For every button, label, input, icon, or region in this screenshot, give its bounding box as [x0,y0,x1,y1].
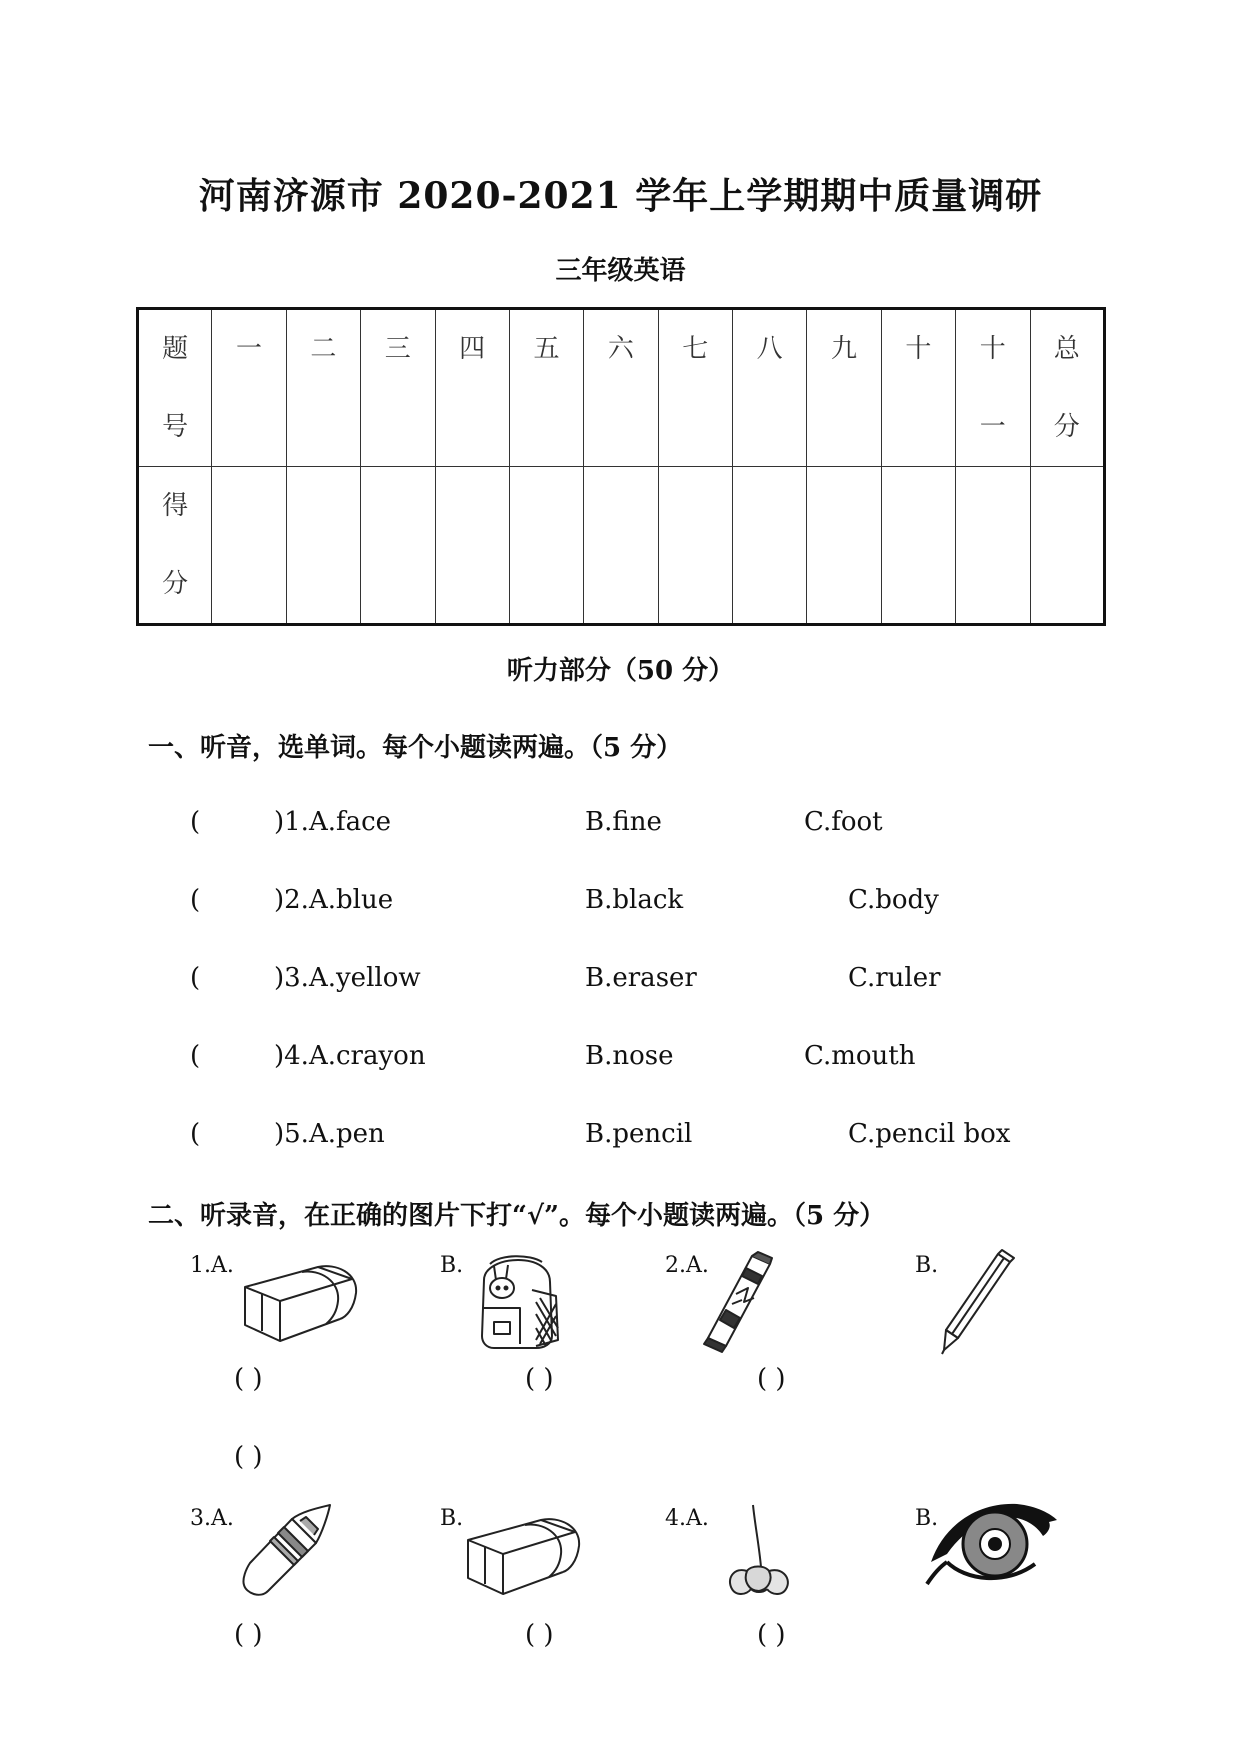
score-cell[interactable] [212,467,286,625]
page-title: 河南济源市 2020-2021 学年上学期期中质量调研 [198,175,1043,217]
picture-label: 4.A. [665,1506,709,1531]
score-cell[interactable] [807,467,881,625]
column-header: 二 [286,309,360,467]
eye-icon[interactable] [925,1496,1060,1596]
column-header: 四 [435,309,509,467]
pencil-icon[interactable] [940,1250,1015,1355]
option-c: C.mouth [804,1041,916,1071]
option-c: C.pencil box [848,1119,1011,1149]
score-cell[interactable] [881,467,955,625]
option-b: B.eraser [585,963,697,993]
eraser-icon[interactable] [240,1255,360,1345]
score-cell[interactable] [584,467,658,625]
score-cell[interactable] [733,467,807,625]
answer-blank[interactable]: ( ) [757,1620,786,1650]
option-a: )5.A.pen [274,1119,385,1149]
listening-heading: 听力部分（50 分） [506,656,735,686]
score-cell[interactable] [956,467,1030,625]
row-label-score: 得 分 [138,467,212,625]
table-row [138,309,1105,467]
picture-label: B. [915,1253,939,1278]
score-cell[interactable] [361,467,435,625]
answer-paren[interactable]: ( [190,1119,201,1149]
nose-icon[interactable] [725,1505,795,1605]
score-cell[interactable] [509,467,583,625]
option-b: B.pencil [585,1119,693,1149]
row-label-question-number [138,309,212,467]
column-header: 六 [584,309,658,467]
column-header: 一 [212,309,286,467]
answer-blank[interactable]: ( ) [525,1620,554,1650]
option-b: B.fine [585,807,662,837]
crayon-icon[interactable] [700,1252,775,1352]
answer-paren[interactable]: ( [190,1041,201,1071]
column-header: 五 [509,309,583,467]
eraser-icon[interactable] [463,1508,583,1598]
answer-blank[interactable]: ( ) [525,1364,554,1394]
cell-text: 号 [162,412,189,442]
answer-blank[interactable]: ( ) [757,1364,786,1394]
crayon-tip-icon[interactable] [240,1505,335,1600]
picture-label: B. [915,1506,939,1531]
option-a: )4.A.crayon [274,1041,426,1071]
score-cell[interactable] [286,467,360,625]
score-cell[interactable] [1030,467,1105,625]
option-c: C.body [848,885,939,915]
picture-label: 1.A. [190,1253,234,1278]
picture-label: 2.A. [665,1253,709,1278]
column-header: 九 [807,309,881,467]
column-header-total: 总 分 [1030,309,1105,467]
score-table [136,307,1106,626]
answer-blank[interactable]: ( ) [234,1442,263,1472]
answer-blank[interactable]: ( ) [234,1620,263,1650]
schoolbag-icon[interactable] [470,1252,565,1352]
option-b: B.nose [585,1041,674,1071]
column-header-eleven: 十 一 [956,309,1030,467]
option-b: B.black [585,885,684,915]
column-header: 七 [658,309,732,467]
column-header: 八 [733,309,807,467]
picture-label: B. [440,1253,464,1278]
answer-paren[interactable]: ( [190,963,201,993]
section1-heading: 一、听音，选单词。每个小题读两遍。（5 分） [148,733,683,763]
answer-paren[interactable]: ( [190,807,201,837]
column-header: 三 [361,309,435,467]
option-c: C.foot [804,807,883,837]
column-header: 十 [881,309,955,467]
answer-blank[interactable]: ( ) [234,1364,263,1394]
score-cell[interactable] [435,467,509,625]
option-a: )1.A.face [274,807,392,837]
cell-text: 题 [162,334,189,364]
option-a: )2.A.blue [274,885,394,915]
section2-heading: 二、听录音，在正确的图片下打“√”。每个小题读两遍。（5 分） [148,1201,886,1231]
picture-label: B. [440,1506,464,1531]
score-cell[interactable] [658,467,732,625]
option-a: )3.A.yellow [274,963,421,993]
picture-label: 3.A. [190,1506,234,1531]
option-c: C.ruler [848,963,941,993]
page-subtitle: 三年级英语 [555,256,686,286]
answer-paren[interactable]: ( [190,885,201,915]
table-row [138,467,1105,625]
